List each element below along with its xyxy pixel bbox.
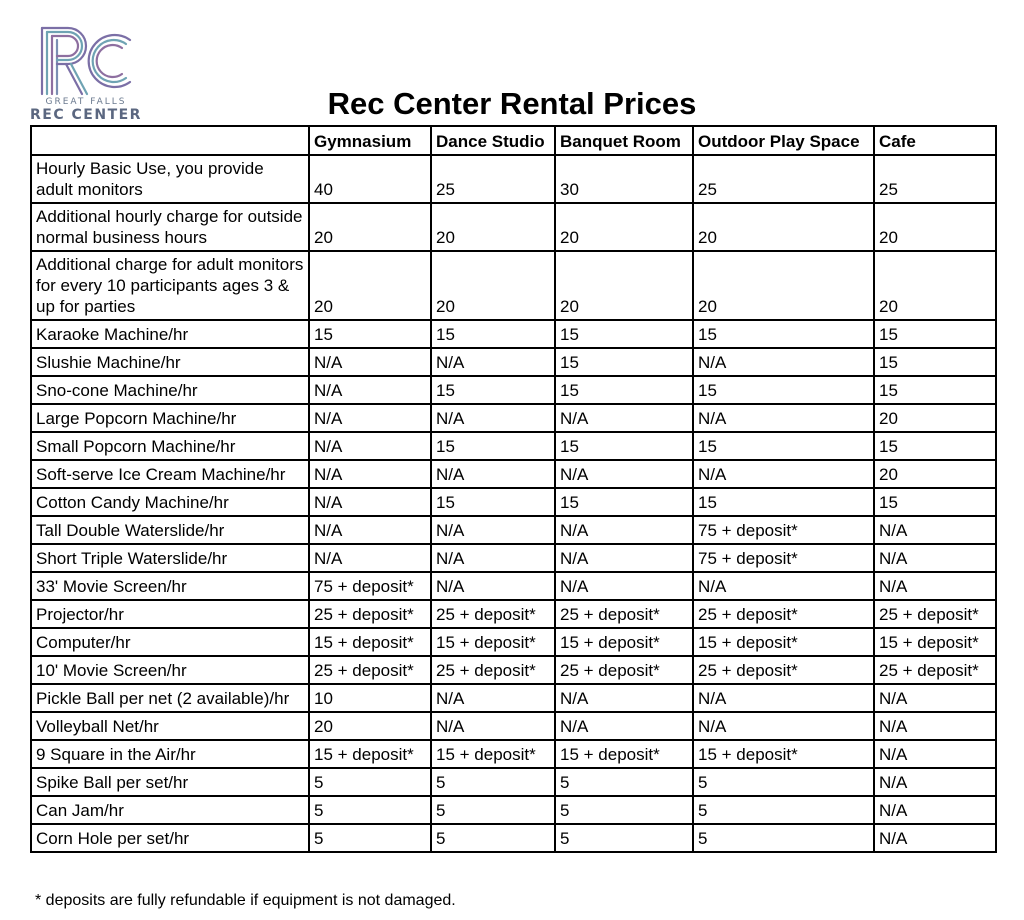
column-header: Cafe	[874, 126, 996, 155]
price-cell: N/A	[431, 684, 555, 712]
rental-prices-table	[30, 125, 997, 853]
price-cell: 15 + deposit*	[874, 628, 996, 656]
price-cell: 15	[874, 488, 996, 516]
table-row	[31, 824, 996, 852]
row-label: Additional hourly charge for outside normal business hours	[31, 203, 309, 251]
table-row	[31, 348, 996, 376]
table-row	[31, 516, 996, 544]
table-row	[31, 320, 996, 348]
price-cell: 15	[874, 348, 996, 376]
price-cell: 25 + deposit*	[309, 656, 431, 684]
price-cell: 75 + deposit*	[693, 544, 874, 572]
price-cell: N/A	[309, 404, 431, 432]
price-cell: 20	[693, 251, 874, 320]
price-cell: 75 + deposit*	[693, 516, 874, 544]
price-cell: 15 + deposit*	[693, 628, 874, 656]
row-label: Sno-cone Machine/hr	[31, 376, 309, 404]
price-cell: N/A	[874, 824, 996, 852]
price-cell: N/A	[431, 460, 555, 488]
table-row	[31, 796, 996, 824]
column-header: Gymnasium	[309, 126, 431, 155]
row-label: Tall Double Waterslide/hr	[31, 516, 309, 544]
price-cell: N/A	[693, 572, 874, 600]
price-cell: 15	[431, 432, 555, 460]
price-cell: 5	[555, 824, 693, 852]
price-cell: 5	[693, 768, 874, 796]
price-cell: 5	[431, 796, 555, 824]
price-cell: N/A	[309, 516, 431, 544]
price-cell: N/A	[874, 684, 996, 712]
column-header: Banquet Room	[555, 126, 693, 155]
table-row	[31, 544, 996, 572]
logo-name: REC CENTER	[30, 107, 142, 123]
price-cell: 5	[555, 768, 693, 796]
price-cell: 20	[874, 460, 996, 488]
row-label: Small Popcorn Machine/hr	[31, 432, 309, 460]
price-cell: 15	[693, 432, 874, 460]
price-cell: 15 + deposit*	[555, 740, 693, 768]
price-cell: N/A	[309, 348, 431, 376]
row-label: Volleyball Net/hr	[31, 712, 309, 740]
price-cell: 5	[431, 824, 555, 852]
price-cell: 25 + deposit*	[874, 600, 996, 628]
table-row	[31, 251, 996, 320]
price-cell: 25 + deposit*	[693, 600, 874, 628]
price-cell: 15	[693, 488, 874, 516]
price-cell: 5	[431, 768, 555, 796]
price-cell: 25 + deposit*	[309, 600, 431, 628]
price-cell: 15 + deposit*	[431, 740, 555, 768]
price-cell: N/A	[309, 432, 431, 460]
price-cell: N/A	[555, 572, 693, 600]
price-cell: 15 + deposit*	[693, 740, 874, 768]
price-cell: N/A	[874, 796, 996, 824]
table-row	[31, 460, 996, 488]
price-cell: 20	[431, 203, 555, 251]
price-cell: 15	[874, 432, 996, 460]
price-cell: N/A	[309, 460, 431, 488]
price-cell: N/A	[693, 348, 874, 376]
table-row	[31, 628, 996, 656]
price-cell: N/A	[874, 768, 996, 796]
price-cell: N/A	[693, 712, 874, 740]
price-cell: 15	[555, 376, 693, 404]
row-label: Large Popcorn Machine/hr	[31, 404, 309, 432]
price-cell: 25 + deposit*	[874, 656, 996, 684]
price-cell: N/A	[874, 740, 996, 768]
price-cell: 15	[431, 376, 555, 404]
price-cell: 20	[874, 203, 996, 251]
table-row	[31, 656, 996, 684]
price-cell: 5	[309, 796, 431, 824]
table-row	[31, 432, 996, 460]
price-cell: 5	[309, 768, 431, 796]
table-row	[31, 712, 996, 740]
row-label: Can Jam/hr	[31, 796, 309, 824]
price-cell: N/A	[309, 488, 431, 516]
price-cell: N/A	[555, 404, 693, 432]
price-cell: 25 + deposit*	[693, 656, 874, 684]
price-cell: 15	[431, 488, 555, 516]
price-cell: 20	[309, 203, 431, 251]
price-cell: N/A	[431, 516, 555, 544]
price-cell: 15	[693, 320, 874, 348]
price-cell: 20	[693, 203, 874, 251]
price-cell: N/A	[431, 544, 555, 572]
price-cell: 5	[693, 824, 874, 852]
table-row	[31, 404, 996, 432]
price-cell: N/A	[555, 516, 693, 544]
price-cell: 10	[309, 684, 431, 712]
table-row	[31, 376, 996, 404]
price-cell: 25 + deposit*	[431, 600, 555, 628]
price-cell: N/A	[555, 460, 693, 488]
price-cell: 15 + deposit*	[309, 628, 431, 656]
price-cell: N/A	[555, 712, 693, 740]
price-cell: 25	[693, 155, 874, 203]
price-cell: 25 + deposit*	[431, 656, 555, 684]
price-cell: N/A	[431, 404, 555, 432]
table-row	[31, 488, 996, 516]
header-corner	[31, 126, 309, 155]
price-cell: 30	[555, 155, 693, 203]
price-cell: 20	[309, 251, 431, 320]
price-cell: N/A	[431, 572, 555, 600]
price-cell: 20	[309, 712, 431, 740]
price-cell: 15	[309, 320, 431, 348]
price-cell: 15	[555, 320, 693, 348]
table-row	[31, 768, 996, 796]
row-label: Computer/hr	[31, 628, 309, 656]
price-cell: 40	[309, 155, 431, 203]
price-cell: 25 + deposit*	[555, 600, 693, 628]
price-cell: 75 + deposit*	[309, 572, 431, 600]
price-cell: 15 + deposit*	[431, 628, 555, 656]
price-cell: 15	[693, 376, 874, 404]
price-cell: N/A	[693, 404, 874, 432]
price-cell: 20	[874, 404, 996, 432]
price-cell: N/A	[874, 572, 996, 600]
column-header: Outdoor Play Space	[693, 126, 874, 155]
price-cell: N/A	[431, 712, 555, 740]
table-row	[31, 740, 996, 768]
row-label: Short Triple Waterslide/hr	[31, 544, 309, 572]
row-label: Cotton Candy Machine/hr	[31, 488, 309, 516]
row-label: 9 Square in the Air/hr	[31, 740, 309, 768]
price-cell: 5	[555, 796, 693, 824]
row-label: Additional charge for adult monitors for every 10 participants ages 3 & up for parties	[31, 251, 309, 320]
table-row	[31, 203, 996, 251]
page-title: Rec Center Rental Prices	[327, 86, 697, 121]
price-cell: 15	[555, 348, 693, 376]
row-label: Projector/hr	[31, 600, 309, 628]
row-label: Slushie Machine/hr	[31, 348, 309, 376]
table-row	[31, 600, 996, 628]
deposit-footnote: * deposits are fully refundable if equipment is not damaged.	[35, 892, 456, 909]
price-cell: 20	[555, 203, 693, 251]
logo-subtitle: GREAT FALLS	[45, 97, 127, 107]
price-cell: 25	[874, 155, 996, 203]
table-row	[31, 684, 996, 712]
price-cell: N/A	[693, 460, 874, 488]
table-row	[31, 572, 996, 600]
price-cell: N/A	[431, 348, 555, 376]
price-cell: N/A	[693, 684, 874, 712]
price-cell: N/A	[309, 544, 431, 572]
price-cell: 15	[874, 376, 996, 404]
row-label: Corn Hole per set/hr	[31, 824, 309, 852]
price-cell: 15 + deposit*	[309, 740, 431, 768]
price-cell: N/A	[555, 684, 693, 712]
price-cell: 25	[431, 155, 555, 203]
price-cell: 20	[431, 251, 555, 320]
table-row	[31, 155, 996, 203]
row-label: 33' Movie Screen/hr	[31, 572, 309, 600]
price-cell: N/A	[874, 516, 996, 544]
price-cell: 20	[874, 251, 996, 320]
row-label: Pickle Ball per net (2 available)/hr	[31, 684, 309, 712]
price-cell: 25 + deposit*	[555, 656, 693, 684]
column-header: Dance Studio	[431, 126, 555, 155]
price-cell: 15	[555, 488, 693, 516]
price-cell: 20	[555, 251, 693, 320]
price-cell: N/A	[309, 376, 431, 404]
price-cell: N/A	[555, 544, 693, 572]
price-cell: 15 + deposit*	[555, 628, 693, 656]
row-label: Hourly Basic Use, you provide adult monitors	[31, 155, 309, 203]
row-label: 10' Movie Screen/hr	[31, 656, 309, 684]
price-cell: 15	[555, 432, 693, 460]
price-cell: 15	[431, 320, 555, 348]
price-cell: N/A	[874, 712, 996, 740]
row-label: Soft-serve Ice Cream Machine/hr	[31, 460, 309, 488]
price-cell: 5	[693, 796, 874, 824]
row-label: Karaoke Machine/hr	[31, 320, 309, 348]
row-label: Spike Ball per set/hr	[31, 768, 309, 796]
table-header-row	[31, 126, 996, 155]
price-cell: 5	[309, 824, 431, 852]
price-cell: N/A	[874, 544, 996, 572]
price-cell: 15	[874, 320, 996, 348]
